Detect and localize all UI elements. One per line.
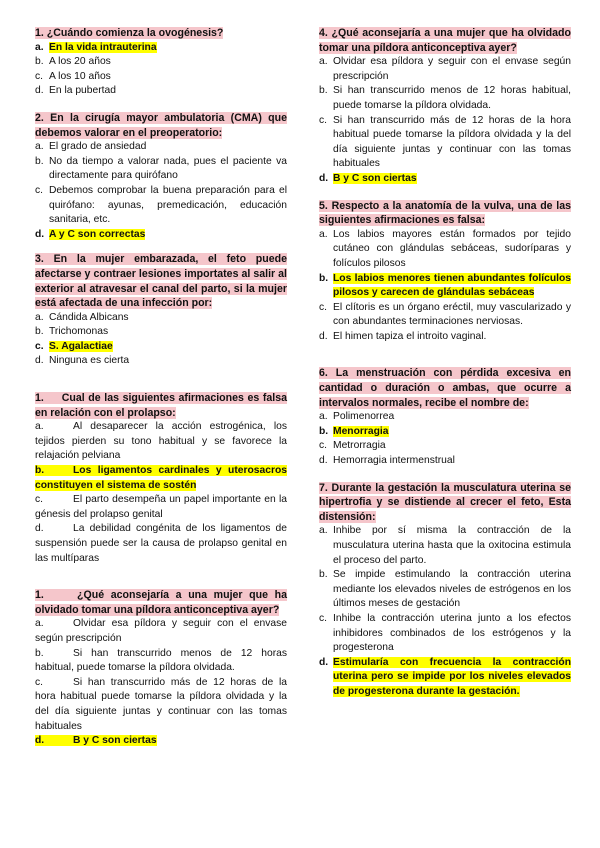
option-letter: a.	[319, 228, 328, 240]
option-letter: a.	[319, 525, 328, 537]
option-text: Estimularía con frecuencia la contracción uterina pero se impide por los niveles elevados de progesterona durante la gestación.	[333, 656, 571, 697]
right-column	[319, 26, 571, 700]
option-letter: d.	[35, 228, 45, 240]
answer-option-correct	[35, 228, 287, 243]
answer-option	[319, 524, 571, 568]
answer-option	[319, 55, 571, 84]
question-label: Durante la gestación la musculatura uterina se hipertrofia y se distiende al crecer el feto, Esta distensión:	[319, 481, 571, 523]
answer-option	[35, 647, 287, 676]
question-block	[319, 199, 571, 345]
option-text: En la pubertad	[49, 85, 116, 97]
answer-option-correct	[35, 340, 287, 355]
option-body	[49, 311, 287, 326]
answer-option-correct	[319, 656, 571, 700]
option-body	[333, 410, 571, 425]
answer-option	[35, 420, 287, 464]
option-body	[49, 140, 287, 155]
question-label: ¿Cuándo comienza la ovogénesis?	[46, 27, 224, 39]
question-block	[319, 481, 571, 700]
option-text: En la vida intrauterina	[49, 41, 157, 53]
option-letter: d.	[319, 330, 328, 342]
option-text: No da tiempo a valorar nada, pues el paciente va directamente para quirófano	[49, 155, 287, 182]
question-block	[35, 26, 287, 99]
question-text	[319, 26, 571, 55]
option-letter: b.	[319, 272, 329, 284]
option-text: Hemorragia intermenstrual	[333, 455, 455, 467]
option-body	[333, 425, 571, 440]
option-text: B y C son ciertas	[333, 172, 417, 184]
answer-option	[319, 228, 571, 272]
answer-option-correct	[35, 464, 287, 493]
option-body	[333, 228, 571, 272]
answer-option	[35, 522, 287, 566]
option-letter: d.	[319, 656, 329, 668]
question-number: 1.	[35, 392, 44, 405]
option-body	[333, 114, 571, 172]
answer-option	[319, 330, 571, 345]
option-body	[49, 228, 287, 243]
question-label: En la cirugía mayor ambulatoria (CMA) que debemos valorar en el preoperatorio:	[35, 111, 287, 139]
question-block	[35, 111, 287, 242]
option-letter: a.	[35, 618, 44, 630]
question-number: 1.	[35, 27, 44, 39]
option-body	[333, 656, 571, 700]
option-body	[49, 84, 287, 99]
option-letter: a.	[319, 56, 328, 68]
option-letter: b.	[319, 425, 329, 437]
answer-option	[319, 84, 571, 113]
option-text: Al desaparecer la acción estrogénica, los tejidos pierden su tono habitual y se favorece la relajación pelviana	[35, 421, 287, 462]
answer-option	[35, 155, 287, 184]
option-text: Ninguna es cierta	[49, 355, 130, 367]
option-letter: c.	[35, 494, 44, 506]
option-letter: b.	[319, 85, 328, 97]
option-letter: d.	[35, 523, 44, 535]
answer-option-correct	[35, 734, 287, 749]
question-text	[319, 481, 571, 525]
answer-option-correct	[319, 272, 571, 301]
question-highlight	[319, 367, 571, 408]
question-label: ¿Qué aconsejaría a una mujer que ha olvidado tomar una píldora anticonceptiva ayer?	[35, 589, 287, 616]
option-letter: c.	[319, 114, 328, 126]
answer-option	[35, 55, 287, 70]
option-body	[49, 70, 287, 85]
option-letter: d.	[319, 455, 328, 467]
answer-option-correct	[35, 41, 287, 56]
question-block	[319, 366, 571, 468]
option-body	[333, 439, 571, 454]
option-letter: a.	[35, 141, 44, 153]
option-letter: d.	[319, 172, 329, 184]
option-body	[333, 172, 571, 187]
option-body	[49, 340, 287, 355]
option-body	[49, 184, 287, 228]
option-text: Si han transcurrido más de 12 horas de la hora habitual puede tomarse la píldora olvidada y la del día siguiente juntas y continuar con las tomas habituales	[333, 114, 571, 170]
option-text: El clítoris es un órgano eréctil, muy vascularizado y con abundantes terminaciones nerviosas.	[333, 301, 571, 328]
option-letter: c.	[35, 70, 44, 82]
question-highlight	[35, 392, 287, 419]
question-highlight	[319, 482, 571, 523]
answer-option	[319, 612, 571, 656]
option-text: Debemos comprobar la buena preparación para el quirófano: ayunas, premedicación, educación sanitaria, etc.	[49, 184, 287, 226]
option-body	[49, 325, 287, 340]
question-text	[35, 588, 287, 617]
question-number: 5.	[319, 199, 328, 212]
option-letter: b.	[35, 326, 44, 338]
question-number: 6.	[319, 367, 328, 380]
option-letter: c.	[35, 676, 44, 688]
answer-option	[35, 354, 287, 369]
option-text: La debilidad congénita de los ligamentos de suspensión puede ser la causa de prolapso genital en las multíparas	[35, 523, 287, 564]
option-letter: b.	[319, 569, 328, 581]
question-text	[319, 199, 571, 228]
option-text: El himen tapiza el introito vaginal.	[333, 330, 487, 342]
answer-option	[35, 311, 287, 326]
question-block	[35, 252, 287, 369]
left-column	[35, 26, 287, 749]
option-letter: c.	[35, 184, 44, 196]
option-letter: b.	[35, 56, 44, 68]
option-text: Olvidar esa píldora y seguir con el envase según prescripción	[333, 56, 571, 82]
option-body	[333, 301, 571, 330]
option-letter: c.	[35, 340, 44, 352]
option-body	[333, 568, 571, 612]
option-text: Los ligamentos cardinales y uterosacros constituyen el sistema de sostén	[35, 465, 287, 491]
option-body	[333, 55, 571, 84]
question-text	[35, 252, 287, 310]
answer-option	[319, 301, 571, 330]
option-text: Olvidar esa píldora y seguir con el envase según prescripción	[35, 618, 287, 644]
question-block	[35, 391, 287, 566]
question-number: 4.	[319, 27, 328, 39]
option-text: Polimenorrea	[333, 411, 395, 423]
question-number: 1.	[35, 589, 44, 602]
answer-option	[319, 410, 571, 425]
option-text: A los 10 años	[49, 70, 111, 82]
answer-option	[35, 184, 287, 228]
question-text	[319, 366, 571, 410]
answer-option	[35, 325, 287, 340]
answer-option	[319, 568, 571, 612]
question-number: 3.	[35, 253, 44, 266]
question-number: 7.	[319, 481, 328, 494]
option-letter: b.	[35, 155, 44, 167]
answer-option	[35, 84, 287, 99]
option-text: Cándida Albicans	[49, 311, 129, 323]
option-letter: a.	[35, 421, 44, 433]
question-text	[35, 111, 287, 140]
option-body	[49, 155, 287, 184]
question-highlight	[35, 27, 223, 39]
option-letter: d.	[35, 355, 44, 367]
option-text: A y C son correctas	[49, 228, 146, 240]
option-body	[49, 55, 287, 70]
option-text: Inhibe por sí misma la contracción de la musculatura uterina hasta que la oxitocina estimula el proceso del parto.	[333, 525, 571, 566]
question-highlight	[35, 589, 287, 616]
question-block	[319, 26, 571, 187]
answer-highlight	[35, 465, 287, 491]
question-highlight	[319, 27, 571, 54]
answer-option	[35, 493, 287, 522]
option-text: A los 20 años	[49, 56, 111, 68]
question-label: En la mujer embarazada, el feto puede afectarse y contraer lesiones importates al salir al exterior al atravesar el canal del parto, si la mujer está afectada de una infección por:	[35, 253, 287, 310]
question-label: La menstruación con pérdida excesiva en cantidad o duración o ambas, que ocurre a intervalos normales, recibe el nombre de:	[319, 367, 571, 409]
question-highlight	[35, 253, 287, 309]
question-label: Cual de las siguientes afirmaciones es falsa en relación con el prolapso:	[35, 392, 287, 419]
answer-highlight	[35, 735, 157, 746]
question-highlight	[319, 200, 571, 227]
answer-option	[319, 454, 571, 469]
option-text: Trichomonas	[49, 326, 109, 338]
question-block	[35, 588, 287, 749]
option-text: B y C son ciertas	[73, 735, 157, 747]
option-text: Menorragia	[333, 425, 389, 437]
answer-option	[35, 70, 287, 85]
question-number: 2.	[35, 111, 44, 124]
question-label: Respecto a la anatomía de la vulva, una de las siguientes afirmaciones es falsa:	[319, 199, 571, 227]
option-text: S. Agalactiae	[49, 340, 113, 352]
option-body	[333, 84, 571, 113]
option-letter: a.	[319, 411, 328, 423]
option-body	[333, 272, 571, 301]
option-text: Los labios mayores están formados por tejido cutáneo con glándulas sebáceas, sudoríparas y folículos pilosos	[333, 228, 571, 269]
option-text: Si han transcurrido más de 12 horas de la hora habitual puede tomarse la píldora olvidada y la del día siguiente juntas y continuar con las tomas habituales	[35, 676, 287, 732]
option-letter: a.	[35, 311, 44, 323]
question-text	[35, 26, 287, 41]
option-letter: b.	[35, 465, 45, 477]
option-text: Si han transcurrido menos de 12 horas habitual, puede tomarse la píldora olvidada.	[333, 85, 571, 111]
option-text: Si han transcurrido menos de 12 horas habitual, puede tomarse la píldora olvidada.	[35, 647, 287, 674]
question-text	[35, 391, 287, 420]
option-body	[49, 354, 287, 369]
option-letter: b.	[35, 647, 44, 659]
answer-option	[319, 114, 571, 172]
option-letter: d.	[35, 735, 45, 747]
option-body	[49, 41, 287, 56]
option-body	[333, 454, 571, 469]
answer-option-correct	[319, 172, 571, 187]
option-body	[333, 612, 571, 656]
question-label: ¿Qué aconsejaría a una mujer que ha olvidado tomar una píldora anticonceptiva ayer?	[319, 27, 571, 54]
option-text: Los labios menores tienen abundantes folículos pilosos y carecen de glándulas sebáceas	[333, 272, 571, 299]
option-body	[333, 524, 571, 568]
answer-option	[35, 140, 287, 155]
answer-option	[319, 439, 571, 454]
option-text: Se impide estimulando la contracción uterina mediante los elevados niveles de estrógenos en los últimos meses de gestación	[333, 569, 571, 610]
option-letter: c.	[319, 301, 328, 313]
option-letter: d.	[35, 85, 44, 97]
question-highlight	[35, 112, 287, 139]
option-text: Inhibe la contracción uterina junto a los efectos inhibidores combinados de los estrógenos y la progesterona	[333, 612, 571, 654]
option-letter: a.	[35, 41, 44, 53]
answer-option	[35, 617, 287, 646]
option-text: El parto desempeña un papel importante en la génesis del prolapso genital	[35, 494, 287, 520]
answer-option-correct	[319, 425, 571, 440]
option-text: Metrorragia	[333, 440, 386, 452]
option-letter: c.	[319, 612, 328, 624]
option-letter: c.	[319, 440, 328, 452]
answer-option	[35, 676, 287, 734]
option-body	[333, 330, 571, 345]
option-text: El grado de ansiedad	[49, 141, 147, 153]
